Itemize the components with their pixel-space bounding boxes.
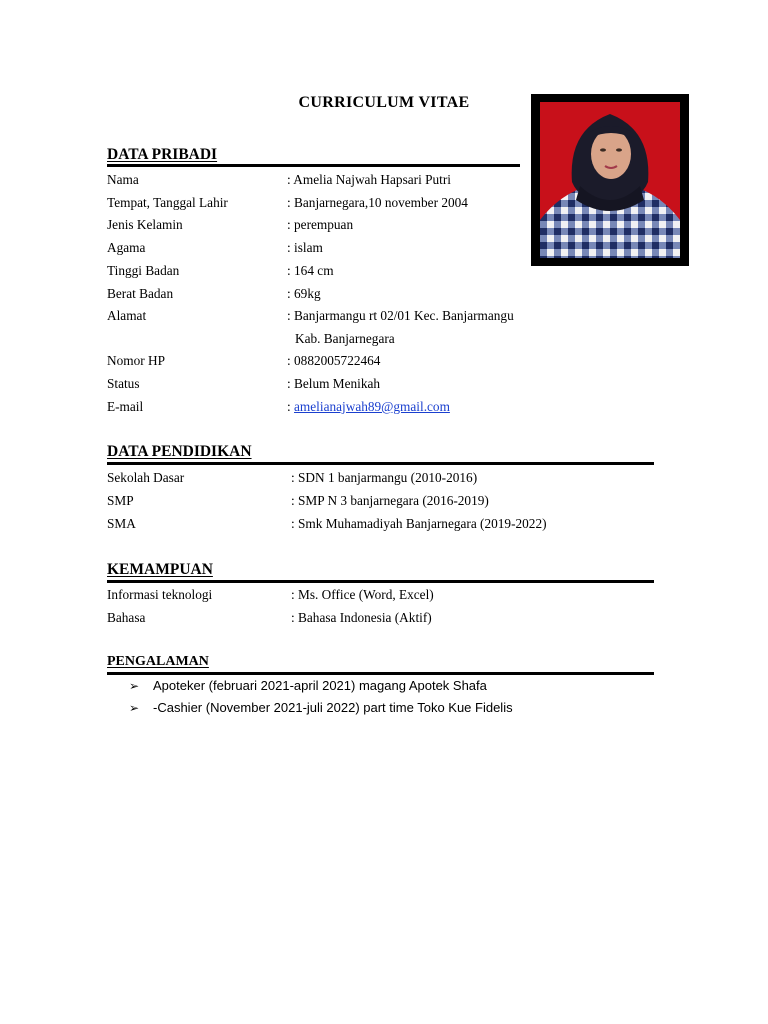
person-portrait-icon bbox=[540, 102, 680, 258]
field-value: : Ms. Office (Word, Excel) bbox=[291, 587, 434, 602]
field-value: : Belum Menikah bbox=[287, 376, 381, 391]
experience-text: -Cashier (November 2021-juli 2022) part time Toko Kue Fidelis bbox=[153, 700, 513, 715]
section-heading-kemampuan: KEMAMPUAN bbox=[107, 561, 213, 578]
document-title: CURRICULUM VITAE bbox=[298, 94, 470, 111]
field-label: Agama bbox=[107, 240, 146, 255]
field-label: Status bbox=[107, 376, 140, 391]
section-heading-data-pendidikan: DATA PENDIDIKAN bbox=[107, 443, 252, 460]
section-divider bbox=[107, 580, 654, 583]
field-value: : islam bbox=[287, 240, 323, 255]
field-label: Nomor HP bbox=[107, 353, 165, 368]
field-value: : Banjarnegara,10 november 2004 bbox=[287, 195, 468, 210]
field-value: : Smk Muhamadiyah Banjarnegara (2019-2022) bbox=[291, 516, 547, 531]
field-label: Informasi teknologi bbox=[107, 587, 213, 602]
field-label: Alamat bbox=[107, 308, 147, 323]
field-value: : 0882005722464 bbox=[287, 353, 381, 368]
section-divider bbox=[107, 462, 654, 465]
field-value: : Bahasa Indonesia (Aktif) bbox=[291, 610, 432, 625]
experience-text: Apoteker (februari 2021-april 2021) magang Apotek Shafa bbox=[153, 678, 487, 693]
photo-background bbox=[540, 102, 680, 258]
field-label: SMP bbox=[107, 493, 134, 508]
section-divider bbox=[107, 164, 520, 167]
field-label: SMA bbox=[107, 516, 136, 531]
section-heading-pengalaman: PENGALAMAN bbox=[107, 654, 209, 669]
field-value: : Amelia Najwah Hapsari Putri bbox=[287, 172, 451, 187]
field-label: Jenis Kelamin bbox=[107, 217, 183, 232]
section-divider bbox=[107, 672, 654, 675]
field-value: : 164 cm bbox=[287, 263, 334, 278]
field-value: : perempuan bbox=[287, 217, 354, 232]
field-value: Kab. Banjarnegara bbox=[295, 331, 395, 346]
field-label: Tempat, Tanggal Lahir bbox=[107, 195, 228, 210]
field-value: : SMP N 3 banjarnegara (2016-2019) bbox=[291, 493, 489, 508]
email-separator: : bbox=[287, 399, 295, 414]
field-value: : SDN 1 banjarmangu (2010-2016) bbox=[291, 470, 478, 485]
field-label: Sekolah Dasar bbox=[107, 470, 185, 485]
email-field bbox=[287, 397, 450, 417]
field-value: : Banjarmangu rt 02/01 Kec. Banjarmangu bbox=[287, 308, 514, 323]
arrow-bullet-icon: ➢ bbox=[129, 679, 140, 693]
field-value: : 69kg bbox=[287, 286, 321, 301]
field-label: Tinggi Badan bbox=[107, 263, 180, 278]
profile-photo bbox=[531, 94, 689, 266]
field-label: Nama bbox=[107, 172, 139, 187]
field-label: Berat Badan bbox=[107, 286, 174, 301]
arrow-bullet-icon: ➢ bbox=[129, 701, 140, 715]
field-label: E-mail bbox=[107, 399, 144, 414]
field-label: Bahasa bbox=[107, 610, 146, 625]
section-heading-data-pribadi: DATA PRIBADI bbox=[107, 146, 218, 163]
email-link[interactable]: amelianajwah89@gmail.com bbox=[294, 399, 450, 414]
